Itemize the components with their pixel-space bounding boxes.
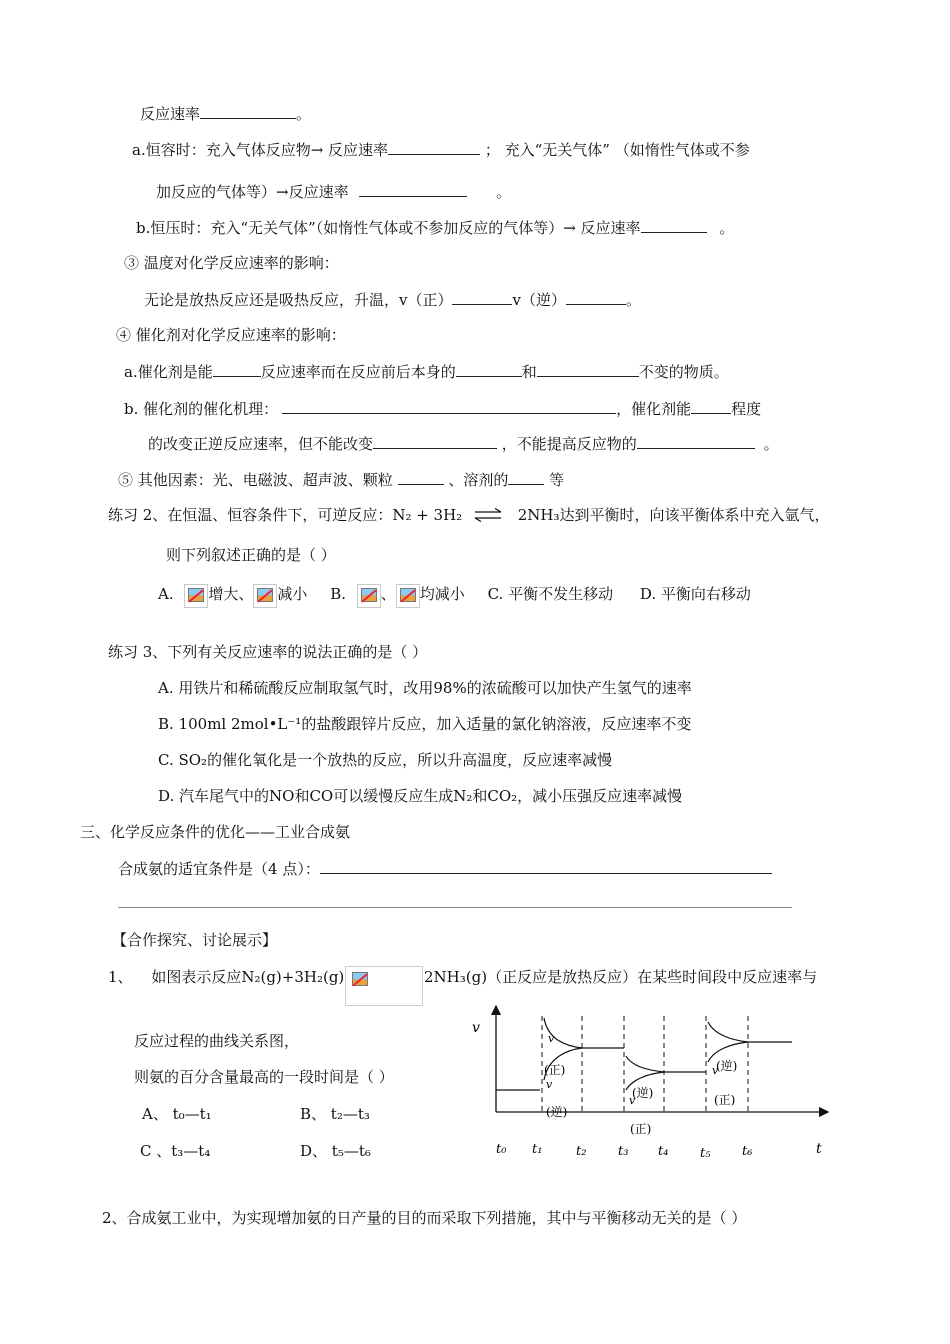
answer-blank[interactable] bbox=[508, 469, 544, 485]
answer-blank[interactable] bbox=[398, 469, 444, 485]
tick-t2: t₂ bbox=[576, 1144, 587, 1159]
line-catalyst-effect: 的改变正逆反应速率，但不能改变 ，不能提高反应物的 。 bbox=[148, 435, 779, 453]
x-axis-label: t bbox=[816, 1141, 822, 1157]
answer-blank[interactable] bbox=[537, 361, 639, 377]
curve-upper-3 bbox=[708, 1022, 748, 1042]
broken-image-icon bbox=[349, 969, 371, 991]
exercise-2-question: 则下列叙述正确的是（ ） bbox=[166, 546, 336, 564]
question-1-stem: 1、 如图表示反应N₂(g)+3H₂(g) bbox=[108, 968, 345, 986]
question-2-stem: 2、合成氨工业中，为实现增加氨的日产量的目的而采取下列措施，其中与平衡移动无关的是（ ） bbox=[102, 1209, 747, 1227]
answer-blank[interactable] bbox=[320, 858, 772, 874]
question-1-option-d: D、 t₅—t₆ bbox=[300, 1142, 371, 1160]
rate-time-graph bbox=[466, 1000, 846, 1185]
y-axis-label: v bbox=[472, 1020, 480, 1036]
tick-t3: t₃ bbox=[618, 1144, 629, 1159]
question-1-stem-cont: 2NH₃(g)（正反应是放热反应）在某些时间段中反应速率与 bbox=[424, 968, 818, 986]
label-v2: v bbox=[546, 1078, 553, 1091]
tick-t5: t₅ bbox=[700, 1146, 711, 1161]
label-v1: v bbox=[548, 1032, 555, 1045]
section-3-question: 合成氨的适宜条件是（4 点）： bbox=[118, 858, 772, 879]
answer-blank[interactable] bbox=[566, 289, 626, 305]
line-rate-1: 反应速率 。 bbox=[140, 105, 312, 123]
answer-blank[interactable] bbox=[691, 398, 731, 414]
question-1-option-b: B、 t₂—t₃ bbox=[300, 1105, 370, 1123]
answer-blank[interactable] bbox=[641, 217, 707, 233]
broken-image-placeholder bbox=[345, 966, 423, 1006]
tick-t0: t₀ bbox=[496, 1142, 507, 1157]
broken-image-icon bbox=[357, 584, 381, 608]
reversible-arrow-icon bbox=[473, 508, 503, 522]
answer-blank[interactable] bbox=[388, 139, 480, 155]
question-1-line3: 则氨的百分含量最高的一段时间是（ ） bbox=[134, 1068, 394, 1086]
exercise-3-option-d: D. 汽车尾气中的NO和CO可以缓慢反应生成N₂和CO₂，减小压强反应速率减慢 bbox=[158, 787, 683, 805]
exercise-3-option-b: B. 100ml 2mol•L⁻¹的盐酸跟锌片反应，加入适量的氯化钠溶液，反应速率不变 bbox=[158, 715, 692, 733]
exercise-3-option-c: C. SO₂的催化氧化是一个放热的反应，所以升高温度，反应速率减慢 bbox=[158, 751, 613, 769]
section-3-heading: 三、化学反应条件的优化——工业合成氨 bbox=[80, 823, 351, 841]
label-v3: v bbox=[629, 1094, 636, 1107]
exercise-3-option-a: A. 用铁片和稀硫酸反应制取氢气时，改用98%的浓硫酸可以加快产生氢气的速率 bbox=[158, 679, 692, 697]
answer-blank[interactable] bbox=[452, 289, 512, 305]
cooperation-heading: 【合作探究、讨论展示】 bbox=[112, 931, 278, 949]
question-1-option-a: A、 t₀—t₁ bbox=[142, 1105, 212, 1123]
broken-image-icon bbox=[396, 584, 420, 608]
question-1-option-c: C 、t₃—t₄ bbox=[140, 1142, 211, 1160]
answer-blank[interactable] bbox=[456, 361, 522, 377]
line-constant-pressure: b.恒压时：充入“无关气体”（如惰性气体或不参加反应的气体等）→ 反应速率 。 bbox=[136, 219, 735, 237]
exercise-3-stem: 练习 3、下列有关反应速率的说法正确的是（ ） bbox=[108, 643, 428, 661]
line-constant-volume: a.恒容时：充入气体反应物→ 反应速率 ； 充入“无关气体” （如惰性气体或不参 bbox=[132, 141, 750, 159]
heading-temperature: ③ 温度对化学反应速率的影响： bbox=[124, 254, 339, 272]
tick-t4: t₄ bbox=[658, 1144, 669, 1159]
label-ni3: (逆) bbox=[716, 1059, 738, 1073]
broken-image-icon bbox=[184, 584, 208, 608]
line-catalyst-mechanism: b. 催化剂的催化机理： ，催化剂能 程度 bbox=[124, 400, 762, 418]
line-temperature: 无论是放热反应还是吸热反应，升温，v（正） v（逆） 。 bbox=[144, 291, 641, 309]
broken-image-icon bbox=[253, 584, 277, 608]
exercise-2-options: A. 增大、 减小 B. 、 均减小 C. 平衡不发生移动 D. 平衡向右移动 bbox=[158, 584, 751, 608]
exercise-2-stem: 练习 2、在恒温、恒容条件下，可逆反应：N₂ + 3H₂ 2NH₃达到平衡时，向该平衡体系中充入氩气， bbox=[108, 506, 830, 524]
answer-blank[interactable] bbox=[359, 181, 467, 197]
tick-t1: t₁ bbox=[532, 1142, 543, 1157]
heading-catalyst: ④ 催化剂对化学反应速率的影响： bbox=[116, 326, 346, 344]
answer-blank[interactable] bbox=[213, 361, 261, 377]
label-zheng3: (正) bbox=[714, 1093, 736, 1107]
label-v4: v bbox=[712, 1064, 719, 1077]
line-inert-gas: 加反应的气体等）→反应速率 。 bbox=[156, 183, 512, 201]
label-ni2: (逆) bbox=[632, 1086, 654, 1100]
label-zheng1: (正) bbox=[544, 1063, 566, 1077]
answer-blank[interactable] bbox=[282, 398, 616, 414]
label-ni1: (逆) bbox=[546, 1105, 568, 1119]
divider bbox=[118, 907, 792, 908]
answer-blank[interactable] bbox=[373, 433, 497, 449]
answer-blank[interactable] bbox=[200, 103, 296, 119]
tick-t6: t₆ bbox=[742, 1144, 753, 1159]
question-1-line2: 反应过程的曲线关系图， bbox=[134, 1032, 300, 1050]
answer-blank[interactable] bbox=[637, 433, 755, 449]
line-catalyst-def: a.催化剂是能 反应速率而在反应前后本身的 和 不变的物质。 bbox=[124, 363, 729, 381]
line-other-factors: ⑤ 其他因素：光、电磁波、超声波、颗粒 、溶剂的 等 bbox=[118, 471, 565, 489]
label-zheng2: (正) bbox=[630, 1122, 652, 1136]
curve-upper-2 bbox=[626, 1056, 664, 1072]
